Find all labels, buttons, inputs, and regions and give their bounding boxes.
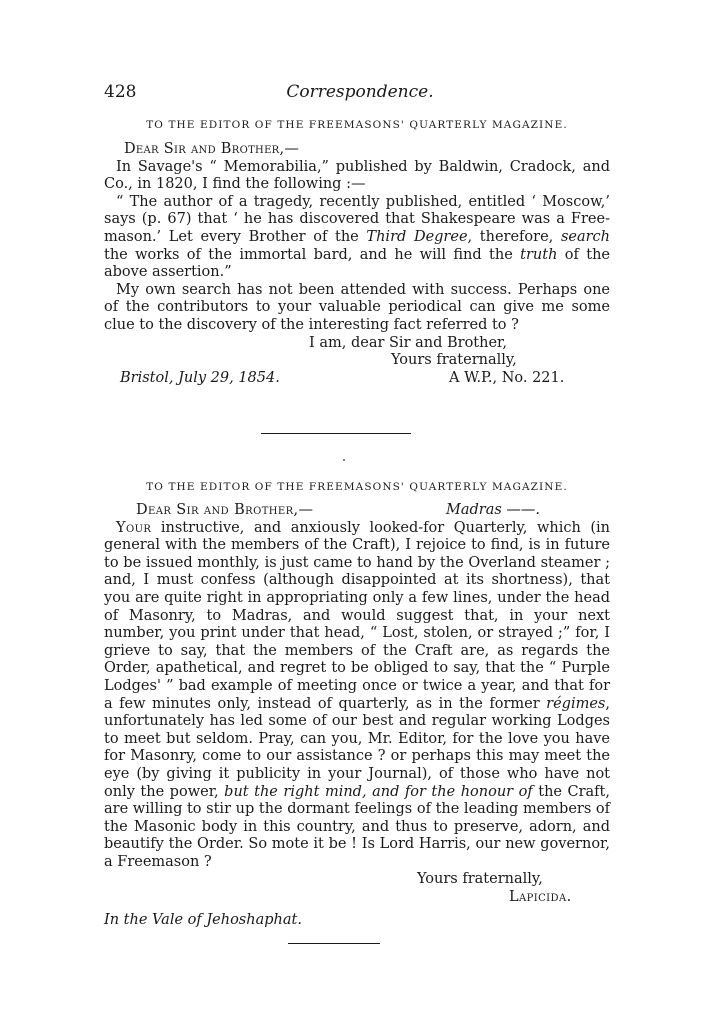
- section-divider-2: [288, 943, 380, 944]
- letter-2-place: Madras ——.: [446, 502, 541, 518]
- letter-2-closing: Yours fraternally,: [417, 871, 543, 888]
- letter-2-footer-place: In the Vale of Jehoshaphat.: [104, 911, 302, 928]
- italic-third-degree: Third Degree: [366, 228, 468, 245]
- letter-2-signature-row: [104, 889, 610, 907]
- italic-right-mind: but the right mind, and for the honour of: [224, 783, 533, 800]
- letter-1-paragraph-3: My own search has not been attended with success. Perhaps one of the contributors to your valuable periodical can give me some clue to the discovery of the interesting fact referred to ?: [104, 281, 610, 333]
- running-head: [104, 80, 616, 104]
- italic-search: search: [560, 228, 610, 245]
- letter-2-address: TO THE EDITOR OF THE FREEMASONS' QUARTERLY MAGAZINE.: [146, 481, 568, 493]
- letter-2-salutation-row: [104, 502, 610, 520]
- letter-1: [104, 117, 610, 387]
- running-title: Correspondence.: [286, 82, 434, 102]
- letter-1-paragraph-2: “ The author of a tragedy, recently published, entitled ‘ Moscow,’ says (p. 67) that ‘ he has discovered that Shakespeare was a Free-mason.’ Let every Brother of the Third Degree, therefore, search the works of the immortal bard, and he will find the truth of the above assertion.”: [104, 193, 611, 281]
- letter-1-signoff-row: [104, 370, 610, 388]
- letter-1-closing-1: I am, dear Sir and Brother,: [309, 334, 507, 351]
- letter-2-signature: Lapicida.: [509, 889, 572, 906]
- page-number: 428: [104, 82, 137, 102]
- letter-1-paragraph-1: In Savage's “ Memorabilia,” published by Baldwin, Cradock, and Co., in 1820, I find the following :—: [104, 158, 610, 193]
- letter-1-signature: A W.P., No. 221.: [449, 369, 565, 386]
- section-divider-1: [261, 433, 411, 434]
- letter-2: [104, 479, 610, 929]
- letter-1-closing-2: Yours fraternally,: [391, 352, 517, 369]
- letter-2-footer-row: [104, 912, 610, 930]
- letter-2-first-word: Your: [116, 519, 152, 536]
- speck: [343, 459, 345, 461]
- italic-regimes: régimes: [546, 695, 606, 712]
- letter-2-salutation: Dear Sir and Brother,—: [136, 502, 314, 518]
- italic-truth: truth: [520, 246, 558, 263]
- letter-1-salutation: Dear Sir and Brother,—: [124, 141, 300, 157]
- letter-1-place-date: Bristol, July 29, 1854.: [120, 369, 280, 386]
- letter-2-paragraph: Your instructive, and anxiously looked-for Quarterly, which (in general with the members of the Craft), I rejoice to find, is in future to be issued monthly, is just came to hand by the Overland steamer ; and, I must confess (although disappointed at its shortness), that you are quite right in appropriating only a few lines, under the head of Masonry, to Madras, and would suggest that, in your next number, you print under that head, “ Lost, stolen, or strayed ;” for, I grieve to say, that the members of the Craft are, as regards the Order, apathetical, and regret to be obliged to say, that the “ Purple Lodges' ” bad example of meeting once or twice a year, and that for a few minutes only, instead of quarterly, as in the former régimes, unfortunately has led some of our best and regular working Lodges to meet but seldom. Pray, can you, Mr. Editor, for the love you have for Masonry, come to our assistance ? or perhaps this may meet the eye (by giving it publicity in your Journal), of those who have not only the power, but the right mind, and for the honour of the Craft, are willing to stir up the dormant feelings of the leading members of the Masonic body in this country, and thus to preserve, adorn, and beautify the Order. So mote it be ! Is Lord Harris, our new governor, a Freemason ?: [104, 519, 610, 870]
- letter-1-address: TO THE EDITOR OF THE FREEMASONS' QUARTERLY MAGAZINE.: [146, 119, 568, 131]
